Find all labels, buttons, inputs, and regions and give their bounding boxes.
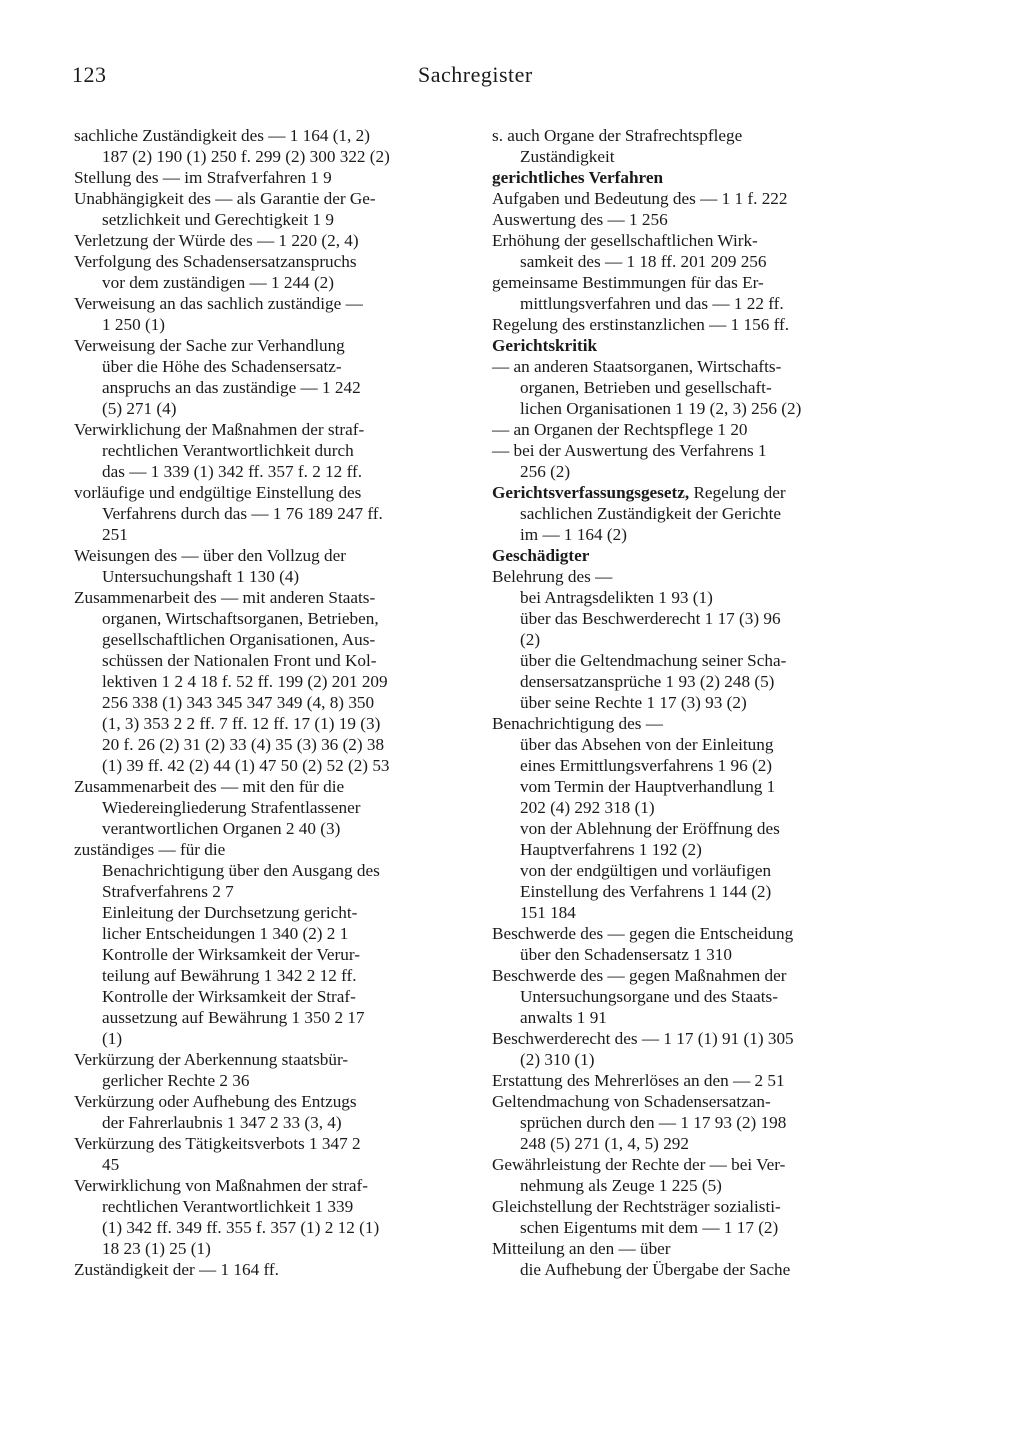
index-subentry-line: teilung auf Bewährung 1 342 2 12 ff. bbox=[102, 966, 357, 985]
index-entry-line: Beschwerde des — gegen die Entscheidung bbox=[492, 924, 794, 943]
index-entry-line: Zuständigkeit der — 1 164 ff. bbox=[74, 1260, 279, 1279]
index-subentry-line: Einleitung der Durchsetzung gericht- bbox=[102, 903, 358, 922]
index-subentry-line: rechtlichen Verantwortlichkeit 1 339 bbox=[102, 1197, 354, 1216]
index-entry-line: Verwirklichung der Maßnahmen der straf- bbox=[74, 420, 365, 439]
index-subentry-line: organen, Betrieben und gesellschaft- bbox=[520, 378, 772, 397]
index-subentry-line: sachlichen Zuständigkeit der Gerichte bbox=[520, 504, 782, 523]
index-entry-line: Verwirklichung von Maßnahmen der straf- bbox=[74, 1176, 369, 1195]
index-entry-line: Regelung des erstinstanzlichen — 1 156 ff. bbox=[492, 315, 790, 334]
index-subentry-line: der Fahrerlaubnis 1 347 2 33 (3, 4) bbox=[102, 1113, 342, 1132]
index-subentry-line: mittlungsverfahren und das — 1 22 ff. bbox=[520, 294, 784, 313]
index-subentry-line: Untersuchungshaft 1 130 (4) bbox=[102, 567, 300, 586]
index-entry-line: Verkürzung des Tätigkeitsverbots 1 347 2 bbox=[74, 1134, 361, 1153]
index-entry-line: Verweisung der Sache zur Verhandlung bbox=[74, 336, 345, 355]
index-subentry-line: Untersuchungsorgane und des Staats- bbox=[520, 987, 778, 1006]
index-entry-line: — bei der Auswertung des Verfahrens 1 bbox=[492, 441, 767, 460]
index-entry-line: Aufgaben und Bedeutung des — 1 1 f. 222 bbox=[492, 189, 788, 208]
index-subentry-line: licher Entscheidungen 1 340 (2) 2 1 bbox=[102, 924, 349, 943]
index-subentry-line: (2) bbox=[520, 630, 541, 649]
index-subentry-line: 45 bbox=[102, 1155, 120, 1174]
index-subentry-line: schen Eigentums mit dem — 1 17 (2) bbox=[520, 1218, 779, 1237]
index-subentry-line: die Aufhebung der Übergabe der Sache bbox=[520, 1260, 791, 1279]
index-entry-line: gerichtliches Verfahren bbox=[492, 168, 664, 187]
index-entry-line: — an Organen der Rechtspflege 1 20 bbox=[492, 420, 748, 439]
index-subentry-line: vom Termin der Hauptverhandlung 1 bbox=[520, 777, 776, 796]
page-number: 123 bbox=[72, 62, 107, 87]
index-subentry-line: 251 bbox=[102, 525, 128, 544]
index-entry-line: zuständiges — für die bbox=[74, 840, 226, 859]
index-subentry-line: sprüchen durch den — 1 17 93 (2) 198 bbox=[520, 1113, 787, 1132]
index-entry-line: Verfolgung des Schadensersatzanspruchs bbox=[74, 252, 357, 271]
index-subentry-line: organen, Wirtschaftsorganen, Betrieben, bbox=[102, 609, 379, 628]
index-entry-line: Stellung des — im Strafverfahren 1 9 bbox=[74, 168, 332, 187]
index-subentry-line: Kontrolle der Wirksamkeit der Straf- bbox=[102, 987, 356, 1006]
index-entry-line: Auswertung des — 1 256 bbox=[492, 210, 668, 229]
index-subentry-line: setzlichkeit und Gerechtigkeit 1 9 bbox=[102, 210, 334, 229]
index-subentry-line: 151 184 bbox=[520, 903, 576, 922]
index-subentry-line: Wiedereingliederung Strafentlassener bbox=[102, 798, 361, 817]
index-entry-line: vorläufige und endgültige Einstellung des bbox=[74, 483, 362, 502]
index-entry-line: sachliche Zuständigkeit des — 1 164 (1, 2) bbox=[74, 126, 370, 145]
index-subentry-line: Kontrolle der Wirksamkeit der Verur- bbox=[102, 945, 360, 964]
index-subentry-line: über die Höhe des Schadensersatz- bbox=[102, 357, 342, 376]
index-entry-line: Mitteilung an den — über bbox=[492, 1239, 671, 1258]
index-subentry-line: das — 1 339 (1) 342 ff. 357 f. 2 12 ff. bbox=[102, 462, 363, 481]
index-entry-line: Geschädigter bbox=[492, 546, 590, 565]
index-subentry-line: (5) 271 (4) bbox=[102, 399, 177, 418]
index-entry-line: Verkürzung oder Aufhebung des Entzugs bbox=[74, 1092, 357, 1111]
index-entry-line: Gerichtskritik bbox=[492, 336, 598, 355]
index-subentry-line: Benachrichtigung über den Ausgang des bbox=[102, 861, 380, 880]
index-subentry-line: 187 (2) 190 (1) 250 f. 299 (2) 300 322 (2) bbox=[102, 147, 390, 166]
index-subentry-line: rechtlichen Verantwortlichkeit durch bbox=[102, 441, 354, 460]
index-subentry-line: gesellschaftlichen Organisationen, Aus- bbox=[102, 630, 376, 649]
left-column bbox=[74, 125, 464, 1280]
right-column bbox=[492, 125, 880, 1280]
index-entry-line bbox=[492, 482, 880, 503]
index-subentry-line: über das Beschwerderecht 1 17 (3) 96 bbox=[520, 609, 781, 628]
index-subentry-line: 202 (4) 292 318 (1) bbox=[520, 798, 655, 817]
index-subentry-line: über seine Rechte 1 17 (3) 93 (2) bbox=[520, 693, 747, 712]
index-subentry-line: 248 (5) 271 (1, 4, 5) 292 bbox=[520, 1134, 689, 1153]
index-subentry-line: Hauptverfahrens 1 192 (2) bbox=[520, 840, 702, 859]
index-entry-line: gemeinsame Bestimmungen für das Er- bbox=[492, 273, 764, 292]
index-entry-line: s. auch Organe der Strafrechtspflege bbox=[492, 126, 743, 145]
index-entry-line: Zusammenarbeit des — mit den für die bbox=[74, 777, 345, 796]
index-subentry-line: über den Schadensersatz 1 310 bbox=[520, 945, 732, 964]
index-entry-line: Geltendmachung von Schadensersatzan- bbox=[492, 1092, 771, 1111]
index-subentry-line: bei Antragsdelikten 1 93 (1) bbox=[520, 588, 713, 607]
index-subentry-line: nehmung als Zeuge 1 225 (5) bbox=[520, 1176, 722, 1195]
index-entry-line: Erstattung des Mehrerlöses an den — 2 51 bbox=[492, 1071, 785, 1090]
index-subentry-line: Strafverfahrens 2 7 bbox=[102, 882, 234, 901]
index-subentry-line: verantwortlichen Organen 2 40 (3) bbox=[102, 819, 341, 838]
index-subentry-line: 20 f. 26 (2) 31 (2) 33 (4) 35 (3) 36 (2) 38 bbox=[102, 735, 385, 754]
index-subentry-line: Zuständigkeit bbox=[520, 147, 615, 166]
index-subentry-line: lichen Organisationen 1 19 (2, 3) 256 (2) bbox=[520, 399, 802, 418]
index-entry-line: Belehrung des — bbox=[492, 567, 613, 586]
index-subentry-line: anspruchs an das zuständige — 1 242 bbox=[102, 378, 361, 397]
index-subentry-line: (1) 39 ff. 42 (2) 44 (1) 47 50 (2) 52 (2) 53 bbox=[102, 756, 390, 775]
index-subentry-line: 18 23 (1) 25 (1) bbox=[102, 1239, 211, 1258]
index-entry-line: — an anderen Staatsorganen, Wirtschafts- bbox=[492, 357, 782, 376]
index-entry-line: Beschwerde des — gegen Maßnahmen der bbox=[492, 966, 787, 985]
index-entry-line: Beschwerderecht des — 1 17 (1) 91 (1) 305 bbox=[492, 1029, 794, 1048]
index-subentry-line: (1) 342 ff. 349 ff. 355 f. 357 (1) 2 12 (1) bbox=[102, 1218, 380, 1237]
index-subentry-line: schüssen der Nationalen Front und Kol- bbox=[102, 651, 377, 670]
index-subentry-line: 256 338 (1) 343 345 347 349 (4, 8) 350 bbox=[102, 693, 375, 712]
index-subentry-line: lektiven 1 2 4 18 f. 52 ff. 199 (2) 201 209 bbox=[102, 672, 388, 691]
index-entry-line: Benachrichtigung des — bbox=[492, 714, 663, 733]
index-entry-line: Verkürzung der Aberkennung staatsbür- bbox=[74, 1050, 349, 1069]
index-entry-text: Regelung der bbox=[689, 483, 786, 502]
index-entry-line: Erhöhung der gesellschaftlichen Wirk- bbox=[492, 231, 758, 250]
index-subentry-line: aussetzung auf Bewährung 1 350 2 17 bbox=[102, 1008, 365, 1027]
index-subentry-line: densersatzansprüche 1 93 (2) 248 (5) bbox=[520, 672, 775, 691]
index-subentry-line: Einstellung des Verfahrens 1 144 (2) bbox=[520, 882, 772, 901]
index-subentry-line: 1 250 (1) bbox=[102, 315, 166, 334]
index-entry-line: Unabhängigkeit des — als Garantie der Ge- bbox=[74, 189, 376, 208]
index-subentry-line: Verfahrens durch das — 1 76 189 247 ff. bbox=[102, 504, 383, 523]
index-subentry-line: (1) bbox=[102, 1029, 123, 1048]
index-subentry-line: vor dem zuständigen — 1 244 (2) bbox=[102, 273, 334, 292]
index-entry-line: Gewährleistung der Rechte der — bei Ver- bbox=[492, 1155, 786, 1174]
index-subentry-line: über die Geltendmachung seiner Scha- bbox=[520, 651, 787, 670]
index-subentry-line: von der Ablehnung der Eröffnung des bbox=[520, 819, 780, 838]
index-entry-line: Zusammenarbeit des — mit anderen Staats- bbox=[74, 588, 376, 607]
index-subentry-line: über das Absehen von der Einleitung bbox=[520, 735, 774, 754]
index-entry-line: Verweisung an das sachlich zuständige — bbox=[74, 294, 363, 313]
index-subentry-line: eines Ermittlungsverfahrens 1 96 (2) bbox=[520, 756, 773, 775]
index-entry-line: Verletzung der Würde des — 1 220 (2, 4) bbox=[74, 231, 359, 250]
index-subentry-line: im — 1 164 (2) bbox=[520, 525, 627, 544]
index-subentry-line: gerlicher Rechte 2 36 bbox=[102, 1071, 250, 1090]
index-subentry-line: anwalts 1 91 bbox=[520, 1008, 607, 1027]
index-subentry-line: (1, 3) 353 2 2 ff. 7 ff. 12 ff. 17 (1) 19 (3) bbox=[102, 714, 381, 733]
index-subentry-line: (2) 310 (1) bbox=[520, 1050, 595, 1069]
index-entry-line: Weisungen des — über den Vollzug der bbox=[74, 546, 346, 565]
index-subentry-line: 256 (2) bbox=[520, 462, 571, 481]
index-heading-term: Gerichtsverfassungsgesetz, bbox=[492, 483, 690, 502]
running-head: Sachregister bbox=[418, 62, 533, 87]
index-subentry-line: samkeit des — 1 18 ff. 201 209 256 bbox=[520, 252, 767, 271]
index-entry-line: Gleichstellung der Rechtsträger sozialisti- bbox=[492, 1197, 781, 1216]
index-subentry-line: von der endgültigen und vorläufigen bbox=[520, 861, 772, 880]
